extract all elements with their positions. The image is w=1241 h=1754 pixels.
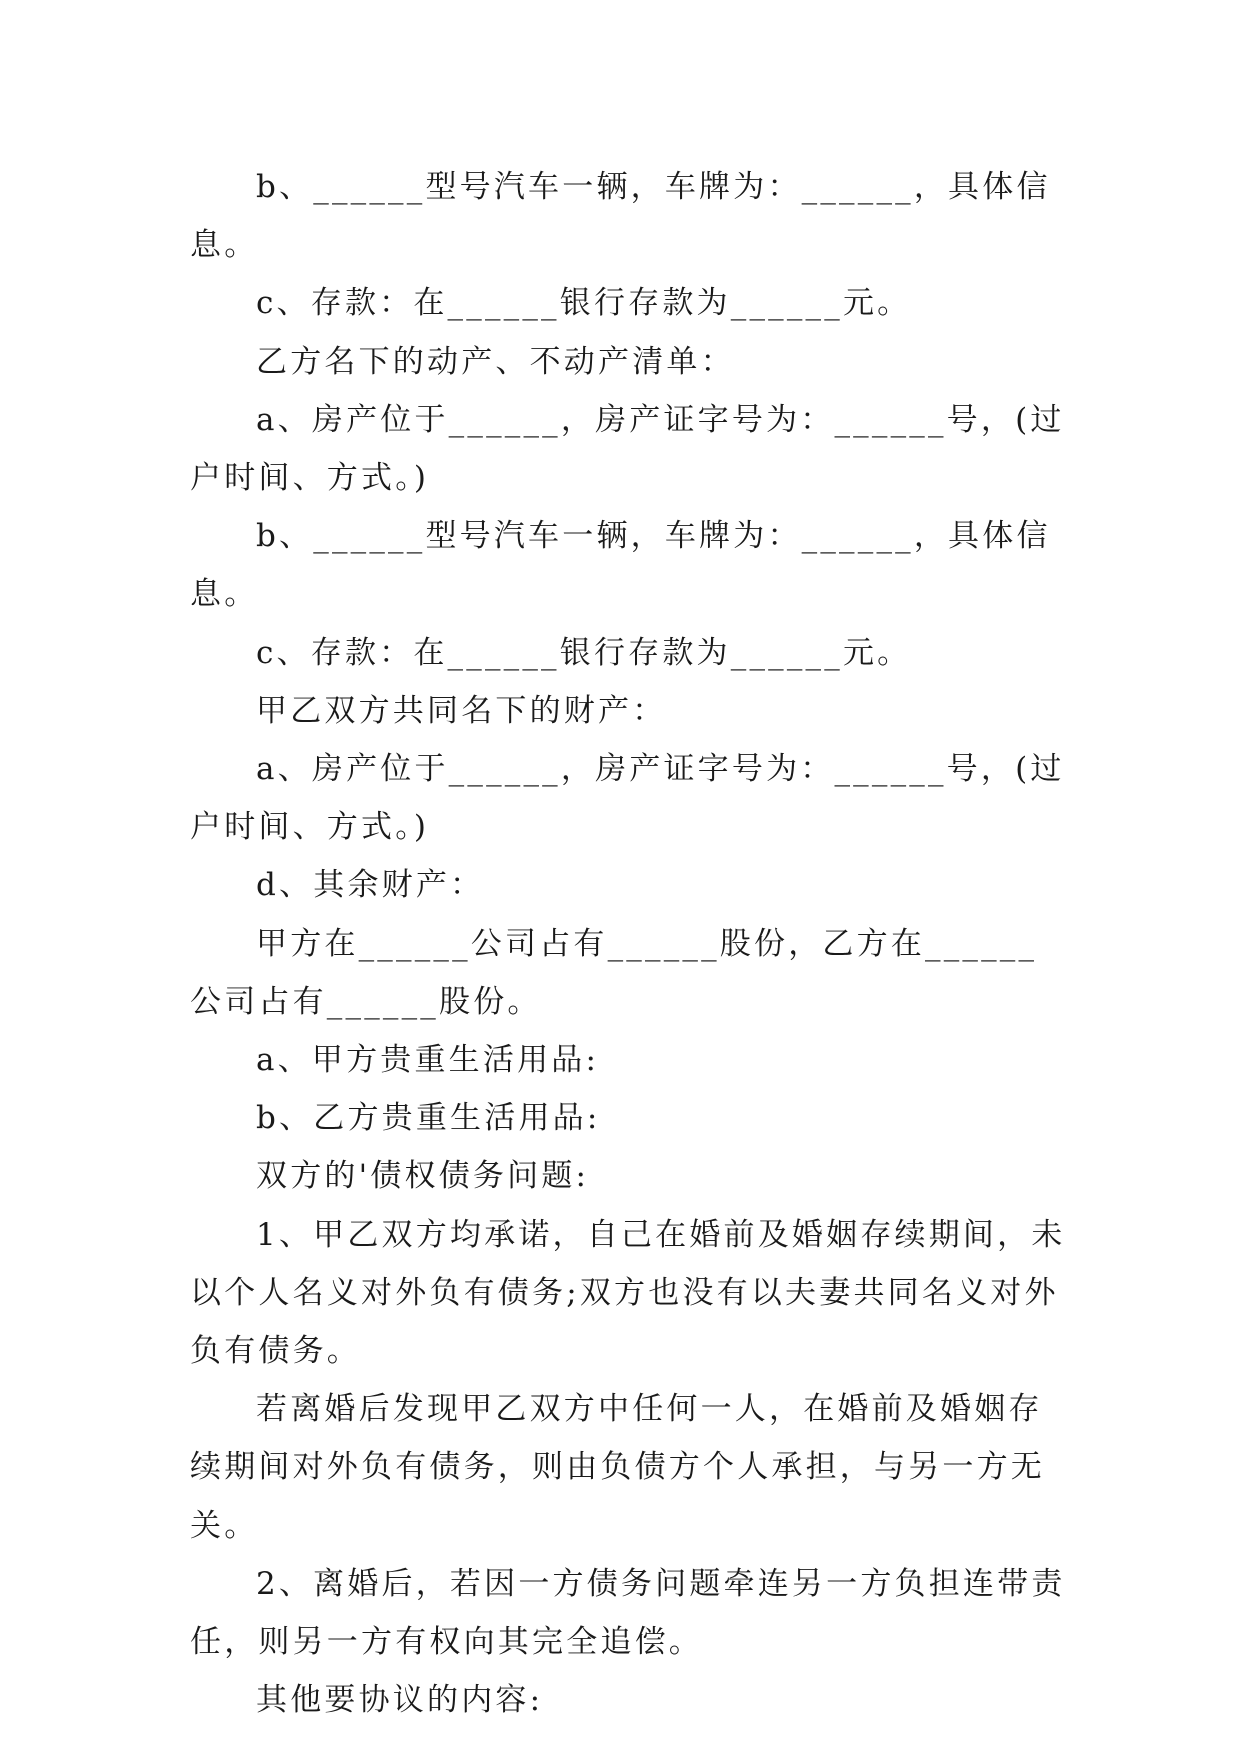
paragraph-debt-clause-1b: 若离婚后发现甲乙双方中任何一人，在婚前及婚姻存续期间对外负有债务，则由负债方个人承担，与另一方无关。 (190, 1391, 1045, 1544)
paragraph-party-b-heading: 乙方名下的动产、不动产清单： (256, 343, 735, 380)
paragraph-joint-heading: 甲乙双方共同名下的财产： (256, 692, 667, 729)
document-body (190, 158, 1070, 1729)
paragraph-shares: 甲方在______公司占有______股份，乙方在______公司占有______股份。 (190, 925, 1038, 1020)
paragraph-car-1: b、______型号汽车一辆，车牌为：______，具体信息。 (190, 169, 1051, 264)
paragraph-car-2: b、______型号汽车一辆，车牌为：______，具体信息。 (190, 518, 1051, 613)
paragraph-house-2: a、房产位于______，房产证字号为：______号，(过户时间、方式。) (190, 401, 1065, 497)
paragraph-party-a-valuables: a、甲方贵重生活用品: (256, 1042, 600, 1079)
paragraph-debt-heading: 双方的'债权债务问题: (256, 1158, 590, 1195)
paragraph-deposit-1: c、存款：在______银行存款为______元。 (256, 285, 912, 322)
paragraph-debt-clause-2: 2、离婚后，若因一方债务问题牵连另一方负担连带责任，则另一方有权向其完全追偿。 (190, 1565, 1066, 1661)
paragraph-deposit-2: c、存款：在______银行存款为______元。 (256, 634, 912, 671)
paragraph-other-agreement: 其他要协议的内容: (256, 1682, 544, 1719)
paragraph-other-property: d、其余财产： (256, 867, 485, 904)
paragraph-house-3: a、房产位于______，房产证字号为：______号，(过户时间、方式。) (190, 751, 1065, 846)
paragraph-debt-clause-1: 1、甲乙双方均承诺，自己在婚前及婚姻存续期间，未以个人名义对外负有债务;双方也没有以夫妻共同名义对外负有债务。 (190, 1216, 1066, 1370)
paragraph-party-b-valuables: b、乙方贵重生活用品: (256, 1100, 601, 1137)
